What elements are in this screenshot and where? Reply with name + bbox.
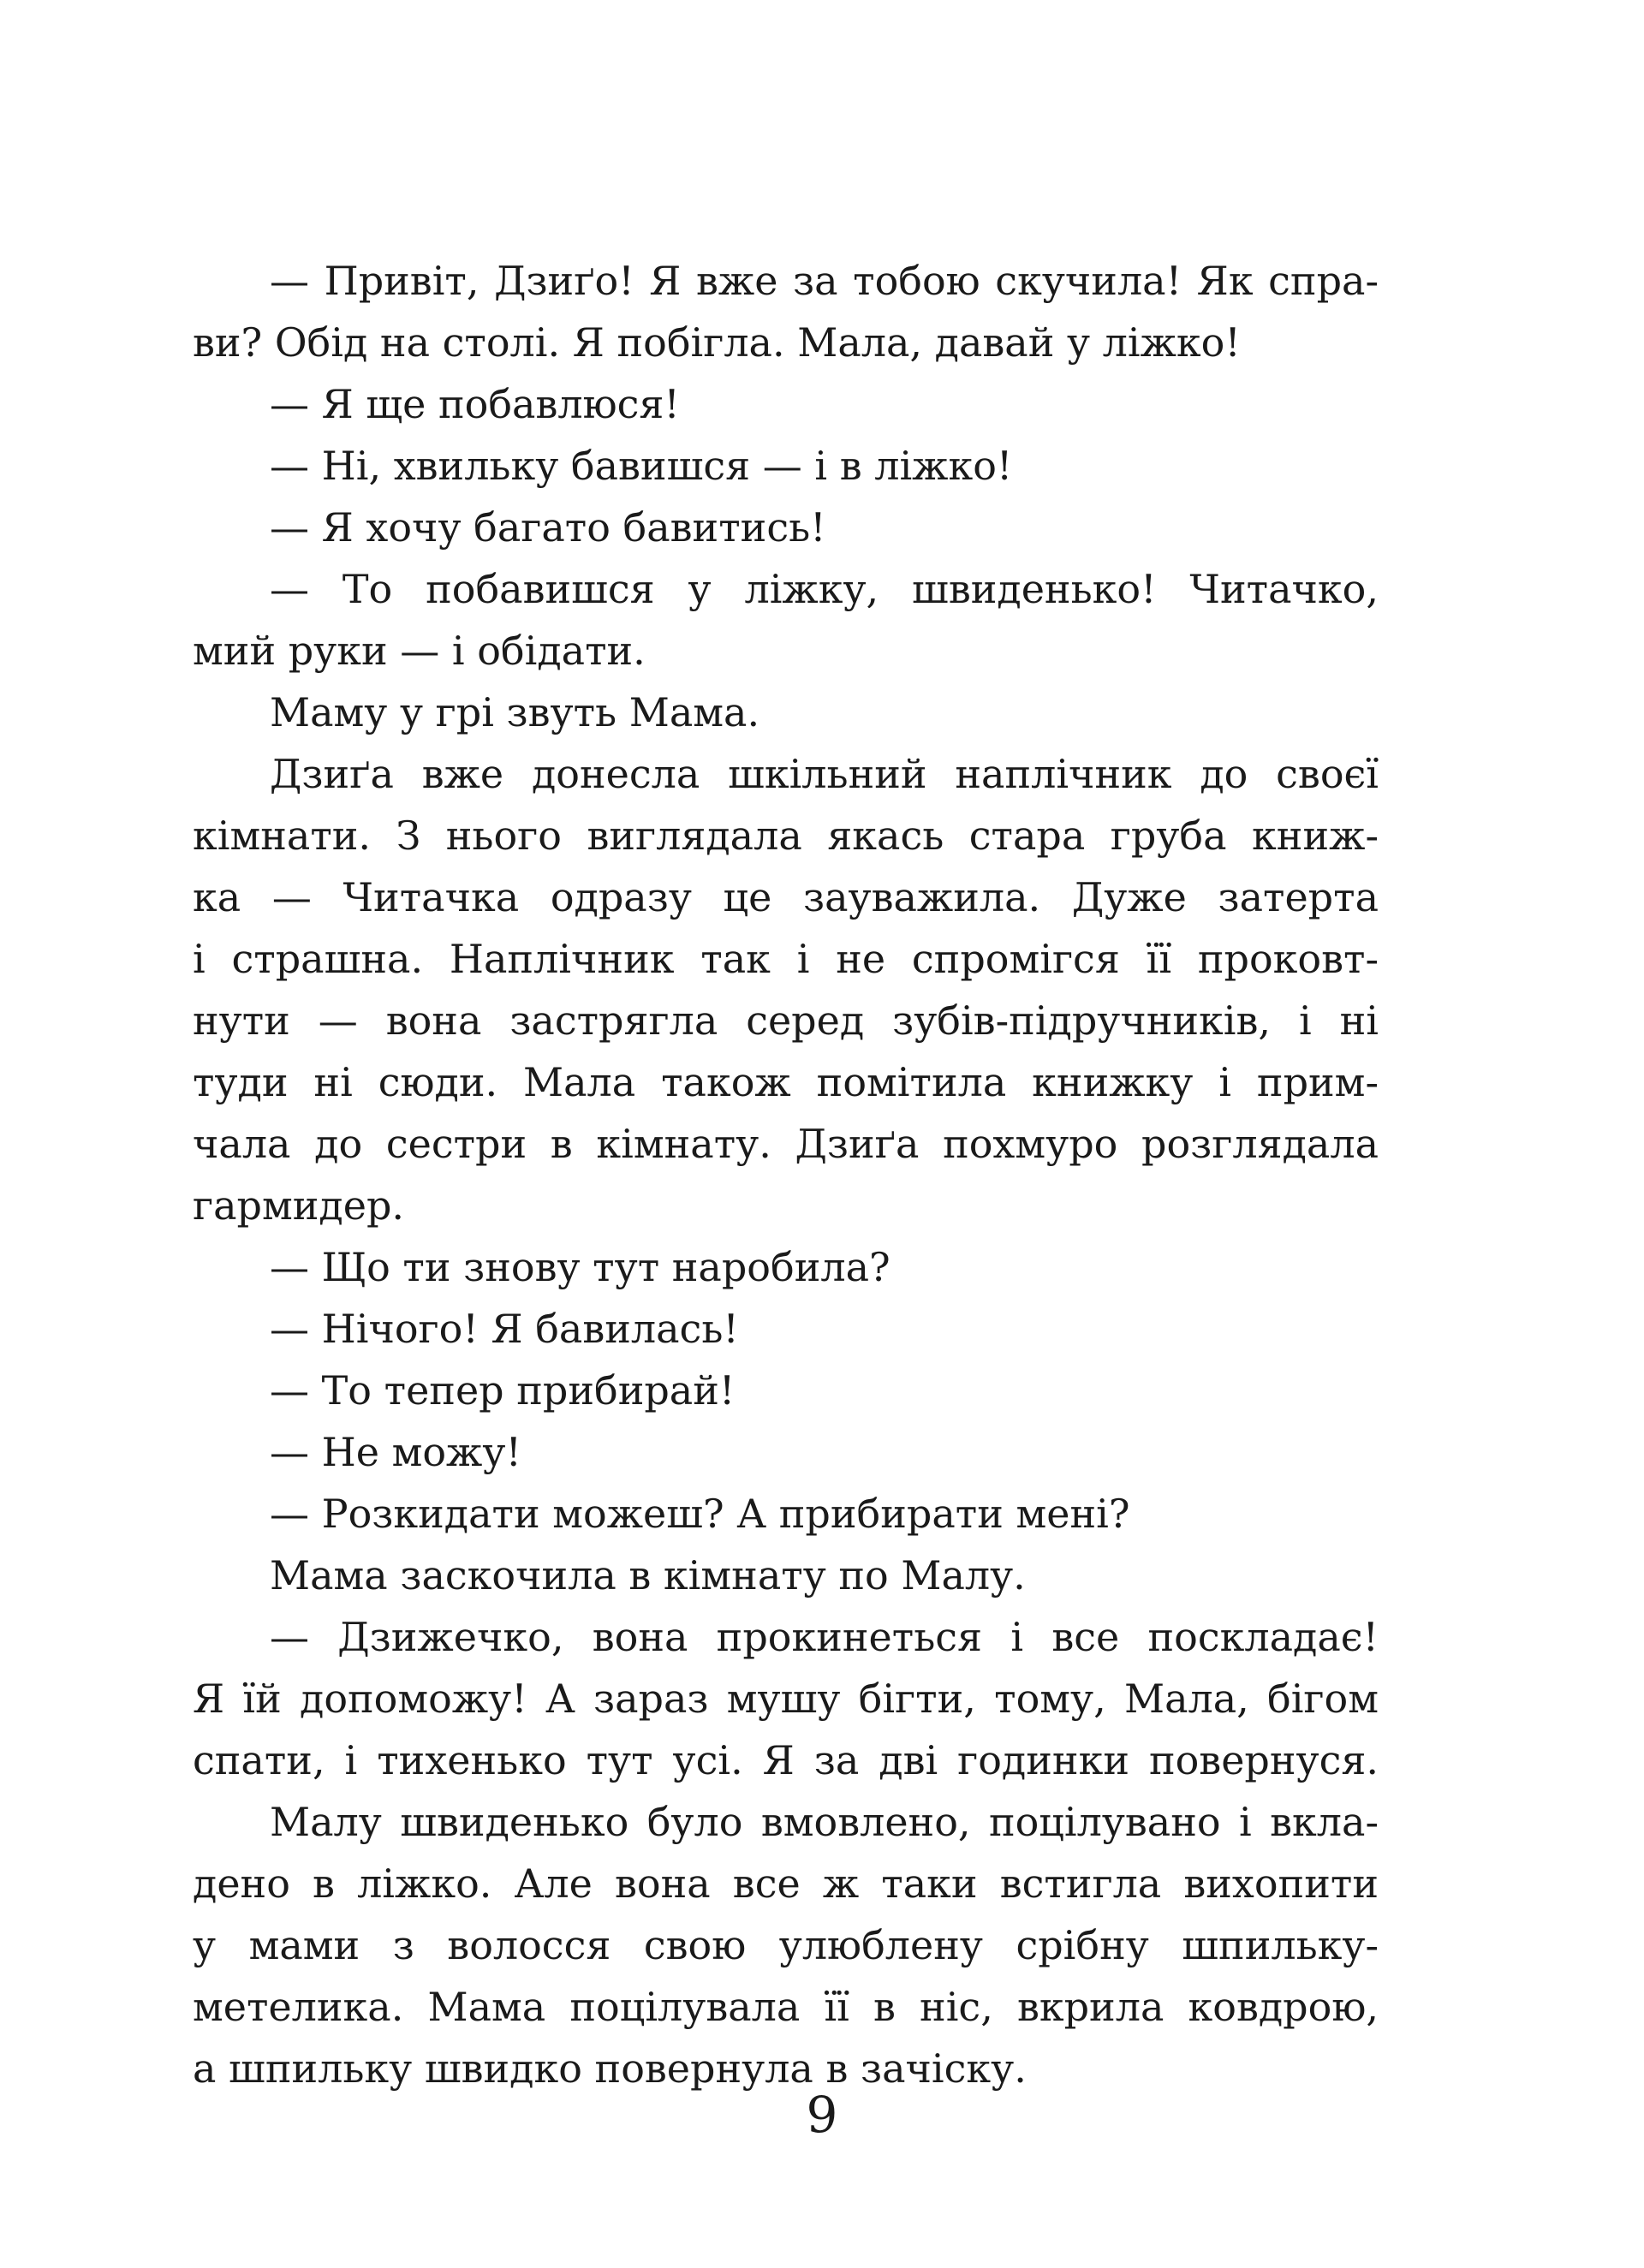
text-line: — То побавишся у ліжку, швиденько! Читачко, <box>270 566 1379 612</box>
page-number: 9 <box>806 2086 838 2144</box>
text-line: Мама заскочила в кімнату по Малу. <box>270 1552 1026 1598</box>
text-line: дено в ліжко. Але вона все ж таки встигла вихопити <box>193 1860 1379 1907</box>
text-line: — Я хочу багато бавитись! <box>270 504 826 551</box>
text-line: Я їй допоможу! А зараз мушу бігти, тому, Мала, бігом <box>193 1676 1379 1722</box>
text-line: — Нічого! Я бавилась! <box>270 1306 739 1352</box>
text-line: спати, і тихенько тут усі. Я за дві годинки повернуся. <box>193 1737 1379 1783</box>
text-line: туди ні сюди. Мала також помітила книжку і прим- <box>193 1059 1379 1105</box>
text-line: у мами з волосся свою улюблену срібну шпильку- <box>193 1922 1379 1968</box>
text-line: а шпильку швидко повернула в зачіску. <box>193 2045 1027 2092</box>
text-line: і страшна. Наплічник так і не спромігся її проковт- <box>193 936 1379 982</box>
text-line: ви? Обід на столі. Я побігла. Мала, давай у ліжко! <box>193 319 1241 366</box>
text-line: — Привіт, Дзиґо! Я вже за тобою скучила! Як спра- <box>270 258 1379 304</box>
text-line: — То тепер прибирай! <box>270 1367 736 1414</box>
text-line: — Що ти знову тут наробила? <box>270 1244 890 1290</box>
text-line: Малу швиденько було вмовлено, поцілувано і вкла- <box>270 1799 1379 1845</box>
text-line: ка — Читачка одразу це зауважила. Дуже затерта <box>193 874 1379 920</box>
text-line: Дзиґа вже донесла шкільний наплічник до своєї <box>270 751 1379 797</box>
text-line: мий руки — і обідати. <box>193 628 646 674</box>
text-line: — Розкидати можеш? А прибирати мені? <box>270 1491 1130 1537</box>
text-line: метелика. Мама поцілувала її в ніс, вкрила ковдрою, <box>193 1984 1379 2030</box>
text-line: нути — вона застрягла серед зубів-підручників, і ні <box>193 997 1379 1044</box>
text-line: — Я ще побавлюся! <box>270 381 680 427</box>
text-line: — Ні, хвильку бавишся — і в ліжко! <box>270 443 1013 489</box>
text-line: чала до сестри в кімнату. Дзиґа похмуро розглядала <box>193 1121 1379 1167</box>
text-line: Маму у грі звуть Мама. <box>270 689 760 735</box>
text-line: — Не можу! <box>270 1429 521 1475</box>
text-line: — Дзижечко, вона прокинеться і все поскладає! <box>270 1614 1379 1660</box>
text-line: гармидер. <box>193 1182 405 1229</box>
text-line: кімнати. З нього виглядала якась стара груба книж- <box>193 813 1379 859</box>
